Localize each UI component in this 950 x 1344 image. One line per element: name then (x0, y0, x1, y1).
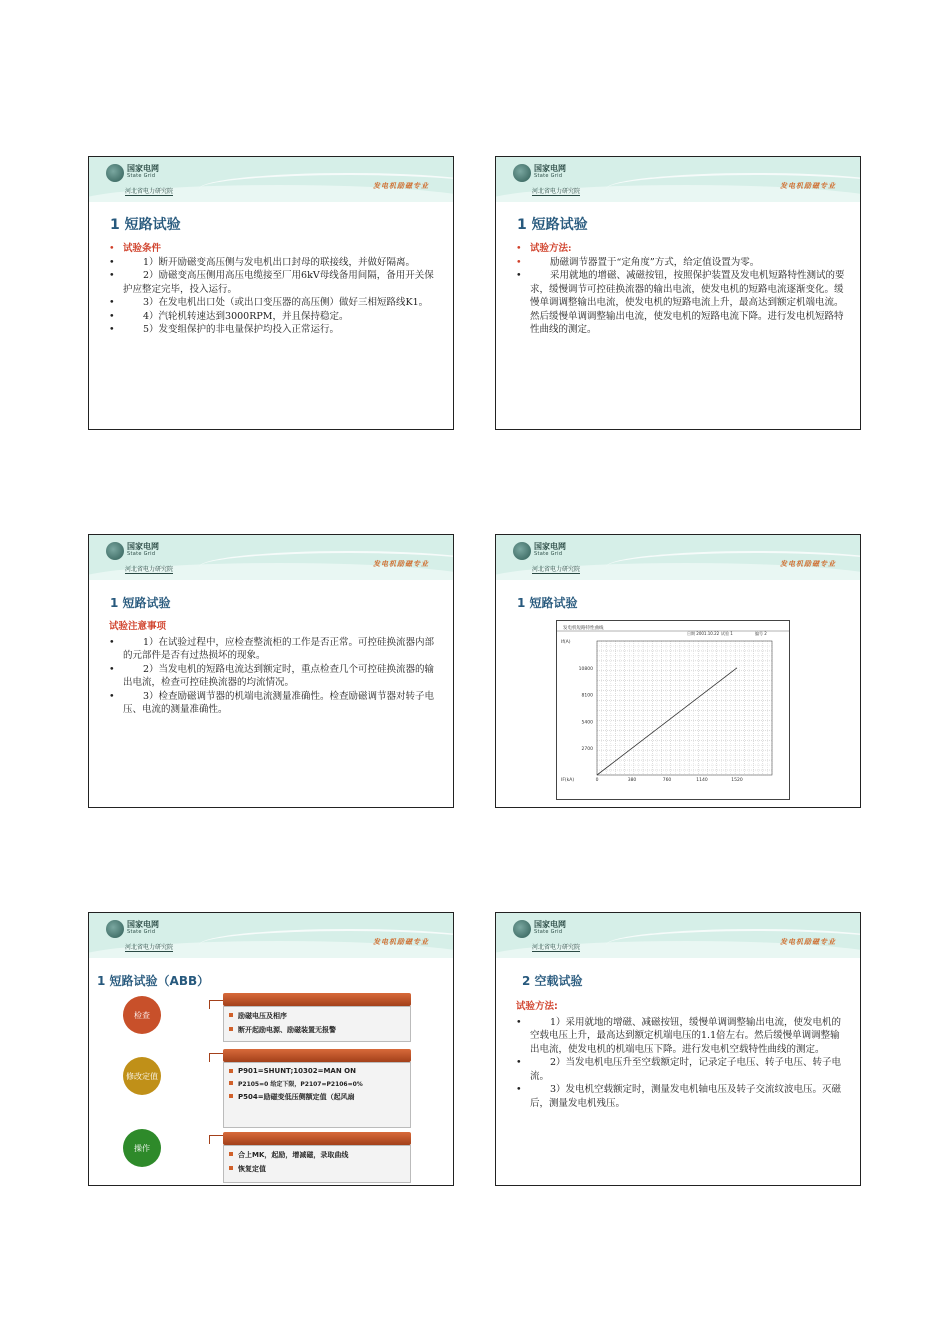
header-motto: 发电机励磁专业 (780, 937, 836, 946)
institute-name: 河北省电力研究院 (125, 566, 174, 573)
chart-meta: 试验 1 (721, 631, 733, 636)
step-check-circle (123, 996, 161, 1034)
slide-header (89, 535, 453, 580)
slide-3 (88, 534, 454, 808)
list-item: 3）发电机空载额定时，测量发电机轴电压及转子交流纹波电压。灭磁后，测量发电机残压。 (530, 1084, 842, 1109)
panel-row: P901=SHUNT;10302=MAN ON (224, 1067, 410, 1075)
logo-cn: 国家电网 (534, 920, 566, 929)
group-bar (223, 1132, 411, 1145)
panel-row: 励磁电压及相序 (224, 1011, 410, 1021)
slide-5 (88, 912, 454, 1186)
chart-header: 发电机短路特性曲线 (563, 626, 604, 631)
subtitle: 试验方法: (530, 243, 572, 254)
logo-cn: 国家电网 (534, 164, 566, 173)
list-item: 1）采用就地的增磁、减磁按钮，缓慢单调调整输出电流，使发电机的空载电压上升，最高达到额定机端电压的1.1倍左右。然后缓慢单调调整输出电流，使发电机的机端电压下降。进行发电机空载特性曲线的测定。 (530, 1016, 842, 1055)
group-bar (223, 1049, 411, 1062)
step-label: 检查 (134, 1010, 150, 1020)
x-tick-label: 1140 (696, 778, 708, 783)
logo-en: State Grid (534, 173, 563, 179)
list-item: 2）当发电机的短路电流达到额定时，重点检查几个可控硅换流器的输出电流，检查可控硅换流器的均流情况。 (123, 663, 435, 688)
slide-content: • 试验条件 • 1）断开励磁变高压侧与发电机出口封母的联接线，并做好隔离。 • 2）励磁变高压侧用高压电缆接至厂用6kV母线备用间隔，备用开关保护应整定完毕，投入运行。 • 3）在发电机出口处（或出口变压器的高压侧）做好三相短路线K1。 • 4）汽轮机转速达到3000RPM，并且保持稳定。 • 5）发变组保护的非电量保护均投入正常运行。 (109, 243, 434, 335)
group-bar (223, 993, 411, 1006)
step-label: 修改定值 (126, 1071, 158, 1081)
logo-en: State Grid (127, 173, 156, 179)
chart-svg (557, 621, 789, 799)
y-unit: If(A) (561, 640, 571, 645)
logo-cn: 国家电网 (127, 164, 159, 173)
slide-header (89, 157, 453, 202)
panel-row: 断开起励电源、励磁装置无报警 (224, 1025, 410, 1035)
institute-name: 河北省电力研究院 (125, 188, 174, 195)
subtitle: 试验条件 (123, 243, 162, 254)
slide-title: 1 短路试验 (517, 217, 588, 233)
step-operate-circle (123, 1129, 161, 1167)
panel-row: 恢复定值 (224, 1164, 410, 1174)
panel-row: 合上MK，起励，增减磁，录取曲线 (224, 1150, 410, 1160)
slide-header (89, 913, 453, 958)
group-panel (223, 1006, 411, 1042)
short-circuit-chart (556, 620, 790, 800)
x-unit: IF(kA) (561, 778, 575, 783)
list-item: 5）发变组保护的非电量保护均投入正常运行。 (143, 324, 340, 335)
y-tick-label: 5400 (581, 720, 593, 726)
state-grid-logo-icon (513, 920, 531, 938)
series-line (597, 668, 737, 775)
y-tick-label: 10800 (578, 666, 593, 672)
slide-title: 1 短路试验（ABB） (97, 974, 210, 988)
slide-2 (495, 156, 861, 430)
slide-content: • 试验方法: • 励磁调节器置于“定角度”方式，给定值设置为零。 • 采用就地的增磁、减磁按钮，按照保护装置及发电机短路特性测试的要求，缓慢调节可控硅换流器的输出电流，使发电机的短路电流逐渐变化。缓慢单调调整输出电流，使发电机的短路电流上升，最高达到额定机端电流。然后缓慢单调调整输出电流，使发电机的短路电流下降。进行发电机短路特性曲线的测定。 (516, 243, 845, 335)
step-label: 操作 (134, 1143, 150, 1153)
list-item: 1）在试验过程中，应检查整流柜的工作是否正常。可控硅换流器内部的元部件是否有过热损坏的现象。 (123, 636, 435, 661)
list-item: 采用就地的增磁、减磁按钮，按照保护装置及发电机短路特性测试的要求，缓慢调节可控硅换流器的输出电流，使发电机的短路电流逐渐变化。缓慢单调调整输出电流，使发电机的短路电流上升，最高达到额定机端电流。然后缓慢单调调整输出电流，使发电机的短路电流下降。进行发电机短路特性曲线的测定。 (530, 270, 845, 335)
slide-header (496, 913, 860, 958)
header-motto: 发电机励磁专业 (373, 937, 429, 946)
list-item: 2）励磁变高压侧用高压电缆接至厂用6kV母线备用间隔，备用开关保护应整定完毕，投入运行。 (123, 270, 434, 295)
state-grid-logo-icon (106, 920, 124, 938)
slide-content: 试验方法: • 1）采用就地的增磁、减磁按钮，缓慢单调调整输出电流，使发电机的空载电压上升，最高达到额定机端电压的1.1倍左右。然后缓慢单调调整输出电流，使发电机的机端电压下降。进行发电机空载特性曲线的测定。 • 2）当发电机电压升至空载额定时，记录定子电压、转子电压、转子电流。 • 3）发电机空载额定时，测量发电机轴电压及转子交流纹波电压。灭磁后，测量发电机残压。 (516, 1000, 846, 1110)
list-item: 3）在发电机出口处（或出口变压器的高压侧）做好三相短路线K1。 (143, 297, 429, 308)
slide-title: 1 短路试验 (110, 217, 181, 233)
header-motto: 发电机励磁专业 (780, 181, 836, 190)
state-grid-logo-icon (106, 164, 124, 182)
logo-en: State Grid (127, 929, 156, 935)
list-item: 4）汽轮机转速达到3000RPM，并且保持稳定。 (143, 310, 349, 322)
chart-meta: 日期 2001.10.22 (687, 631, 720, 636)
group-panel (223, 1145, 411, 1183)
chart-meta: 编号 2 (755, 631, 767, 636)
panel-row: P504=励磁变低压侧额定值（起风扇 (224, 1092, 410, 1102)
header-motto: 发电机励磁专业 (373, 559, 429, 568)
logo-en: State Grid (127, 551, 156, 557)
logo-cn: 国家电网 (534, 542, 566, 551)
y-tick-label: 8100 (581, 693, 593, 699)
x-tick-label: 1520 (731, 778, 743, 783)
logo-cn: 国家电网 (127, 920, 159, 929)
header-motto: 发电机励磁专业 (780, 559, 836, 568)
institute-name: 河北省电力研究院 (532, 566, 581, 573)
list-item: 励磁调节器置于“定角度”方式，给定值设置为零。 (550, 256, 760, 268)
x-tick-label: 0 (595, 778, 599, 783)
slide-header (496, 157, 860, 202)
state-grid-logo-icon (106, 542, 124, 560)
logo-en: State Grid (534, 551, 563, 557)
institute-name: 河北省电力研究院 (532, 944, 581, 951)
panel-row: P2105=0 给定下限，P2107=P2106=0% (224, 1079, 410, 1088)
group-panel (223, 1062, 411, 1128)
slide-header (496, 535, 860, 580)
list-item: 1）断开励磁变高压侧与发电机出口封母的联接线，并做好隔离。 (143, 256, 416, 268)
x-tick-label: 760 (662, 778, 672, 783)
slide-title: 1 短路试验 (517, 596, 578, 610)
state-grid-logo-icon (513, 542, 531, 560)
y-tick-label: 2700 (581, 747, 593, 753)
slide-1 (88, 156, 454, 430)
x-tick-label: 380 (627, 778, 637, 783)
slide-4 (495, 534, 861, 808)
institute-name: 河北省电力研究院 (125, 944, 174, 951)
slide-6 (495, 912, 861, 1186)
logo-en: State Grid (534, 929, 563, 935)
list-item: 2）当发电机电压升至空载额定时，记录定子电压、转子电压、转子电流。 (530, 1057, 842, 1082)
slide-title: 2 空载试验 (522, 974, 583, 988)
slide-title: 1 短路试验 (110, 596, 171, 610)
state-grid-logo-icon (513, 164, 531, 182)
list-item: 3）检查励磁调节器的机端电流测量准确性。检查励磁调节器对转子电压、电流的测量准确性。 (123, 690, 435, 715)
header-motto: 发电机励磁专业 (373, 181, 429, 190)
institute-name: 河北省电力研究院 (532, 188, 581, 195)
subtitle: 试验方法: (516, 1001, 558, 1012)
subtitle: 试验注意事项 (109, 621, 167, 632)
step-modify-circle (123, 1057, 161, 1095)
logo-cn: 国家电网 (127, 542, 159, 551)
slide-content: 试验注意事项 • 1）在试验过程中，应检查整流柜的工作是否正常。可控硅换流器内部的元部件是否有过热损坏的现象。 • 2）当发电机的短路电流达到额定时，重点检查几个可控硅换流器的输出电流，检查可控硅换流器的均流情况。 • 3）检查励磁调节器的机端电流测量准确性。检查励磁调节器对转子电压、电流的测量准确性。 (109, 620, 439, 717)
